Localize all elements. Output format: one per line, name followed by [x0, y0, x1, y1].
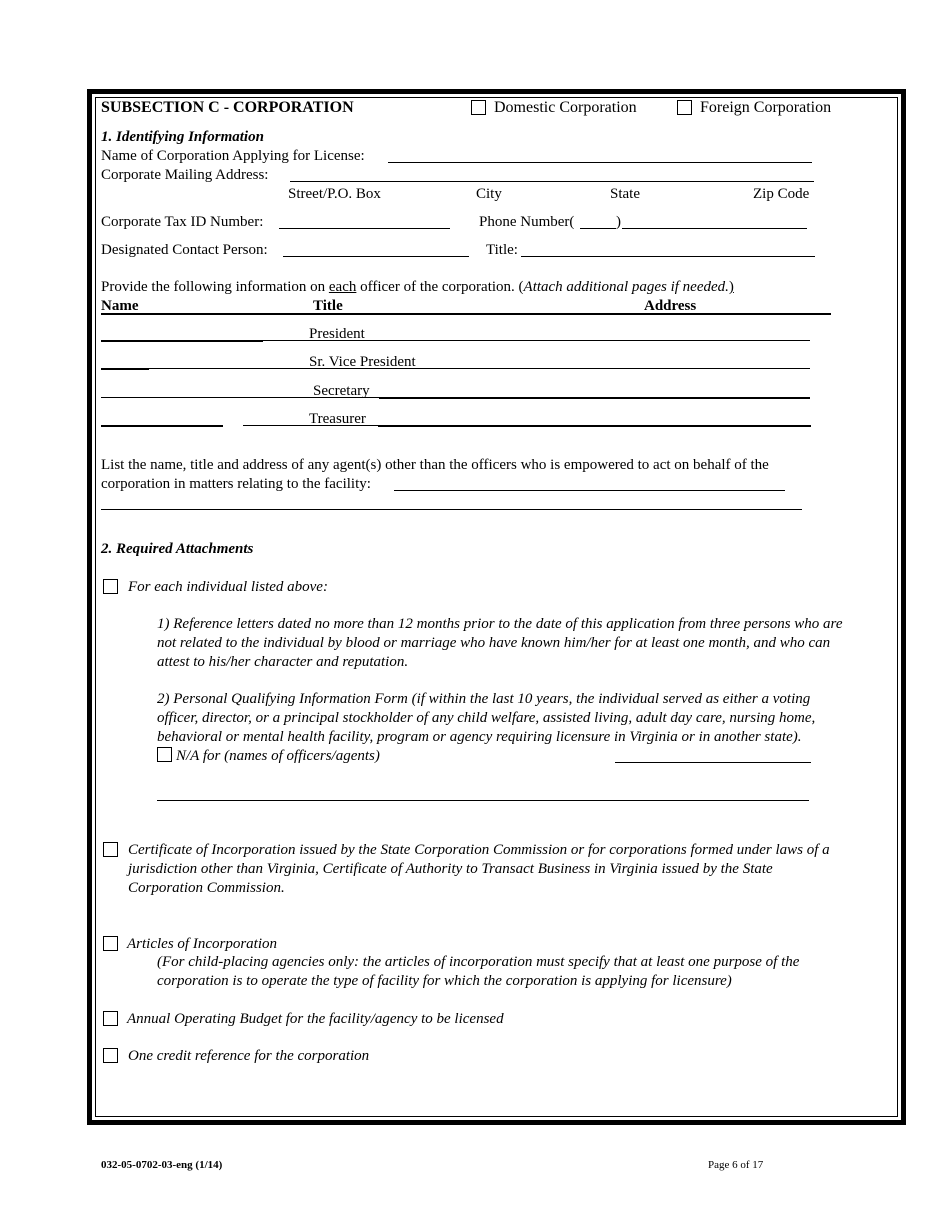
certificate-checkbox[interactable] — [103, 842, 118, 857]
president-address-field[interactable] — [263, 340, 810, 341]
phone-area-code-field[interactable] — [580, 228, 616, 229]
budget-label: Annual Operating Budget for the facility/agency to be licensed — [127, 1011, 504, 1027]
agents-field-continued[interactable] — [101, 509, 802, 510]
articles-note: (For child-placing agencies only: the articles of incorporation must specify that at least one purpose of the corporation is to operate the type of facility for which the corporation is applying for licensure) — [157, 954, 800, 989]
phone-number-field[interactable] — [622, 228, 807, 229]
form-id: 032-05-0702-03-eng (1/14) — [101, 1159, 223, 1171]
domestic-corporation-checkbox[interactable] — [471, 100, 486, 115]
state-label: State — [610, 186, 640, 202]
corporation-name-label: Name of Corporation Applying for License: — [101, 148, 365, 164]
pqi-form-text: 2) Personal Qualifying Information Form (if within the last 10 years, the individual served as either a voting officer, director, or a principal stockholder of any child welfare, assisted living, adult day care, nursing home, behavioral or mental health facility, program or agency requiring licensure in Virginia or in another state). N/A for (names of officers/agents) — [157, 691, 816, 764]
tax-id-field[interactable] — [279, 228, 450, 229]
col-name-header: Name — [101, 298, 139, 314]
phone-close-paren: ) — [616, 214, 621, 230]
street-label: Street/P.O. Box — [288, 186, 381, 202]
officer-title-president: President — [309, 326, 365, 342]
zip-label: Zip Code — [753, 186, 810, 202]
treasurer-address-field[interactable] — [378, 425, 811, 427]
credit-checkbox[interactable] — [103, 1048, 118, 1063]
tax-id-label: Corporate Tax ID Number: — [101, 214, 264, 230]
mailing-address-label: Corporate Mailing Address: — [101, 167, 269, 183]
sr-vice-president-address-field[interactable] — [149, 368, 810, 369]
individual-checkbox[interactable] — [103, 579, 118, 594]
budget-checkbox[interactable] — [103, 1011, 118, 1026]
page-number: Page 6 of 17 — [708, 1159, 764, 1171]
corporation-name-field[interactable] — [388, 162, 812, 163]
contact-title-label: Title: — [486, 242, 518, 258]
reference-letters-text: 1) Reference letters dated no more than 12 months prior to the date of this application from three persons who are not related to the individual by blood or marriage who have known him/her for at least one month, and who can attest to his/her character and reputation. — [157, 616, 843, 670]
contact-person-label: Designated Contact Person: — [101, 242, 268, 258]
secretary-address-field[interactable] — [379, 397, 810, 399]
treasurer-name-field[interactable] — [101, 425, 223, 427]
na-names-field-continued[interactable] — [157, 800, 809, 801]
officer-title-secretary: Secretary — [313, 383, 370, 399]
certificate-text: Certificate of Incorporation issued by the State Corporation Commission or for corporations formed under laws of a jurisdiction other than Virginia, Certificate of Authority to Transact Business in Virginia issued by the State Corporation Commission. — [128, 842, 830, 896]
phone-label: Phone Number( — [479, 214, 575, 230]
agents-text-line2: corporation in matters relating to the facility: — [101, 476, 371, 492]
na-label: N/A for (names of officers/agents) — [176, 748, 380, 764]
col-address-header: Address — [644, 298, 697, 314]
officers-intro: Provide the following information on each officer of the corporation. (Attach additional pages if needed.) — [101, 279, 734, 295]
sr-vice-president-name-field[interactable] — [101, 368, 149, 370]
col-title-header: Title — [313, 298, 343, 314]
officer-title-sr-vice-president: Sr. Vice President — [309, 354, 416, 370]
section-title: SUBSECTION C - CORPORATION — [101, 99, 354, 116]
foreign-corporation-checkbox[interactable] — [677, 100, 692, 115]
domestic-corporation-label: Domestic Corporation — [494, 99, 637, 116]
articles-checkbox[interactable] — [103, 936, 118, 951]
mailing-address-field[interactable] — [290, 181, 814, 182]
contact-person-field[interactable] — [283, 256, 469, 257]
na-checkbox[interactable] — [157, 747, 172, 762]
president-name-field[interactable] — [101, 340, 263, 342]
secretary-name-field[interactable] — [101, 397, 379, 398]
articles-label: Articles of Incorporation — [127, 936, 277, 952]
identifying-heading: 1. Identifying Information — [101, 129, 264, 145]
agents-field[interactable] — [394, 490, 785, 491]
credit-label: One credit reference for the corporation — [128, 1048, 370, 1064]
agents-text-line1: List the name, title and address of any agent(s) other than the officers who is empowered to act on behalf of the — [101, 457, 769, 473]
individual-label: For each individual listed above: — [128, 579, 328, 595]
contact-title-field[interactable] — [521, 256, 815, 257]
attachments-heading: 2. Required Attachments — [101, 541, 254, 557]
officer-title-treasurer: Treasurer — [309, 411, 366, 427]
officers-header-rule — [101, 313, 831, 315]
na-names-field[interactable] — [615, 762, 811, 763]
city-label: City — [476, 186, 502, 202]
foreign-corporation-label: Foreign Corporation — [700, 99, 832, 116]
